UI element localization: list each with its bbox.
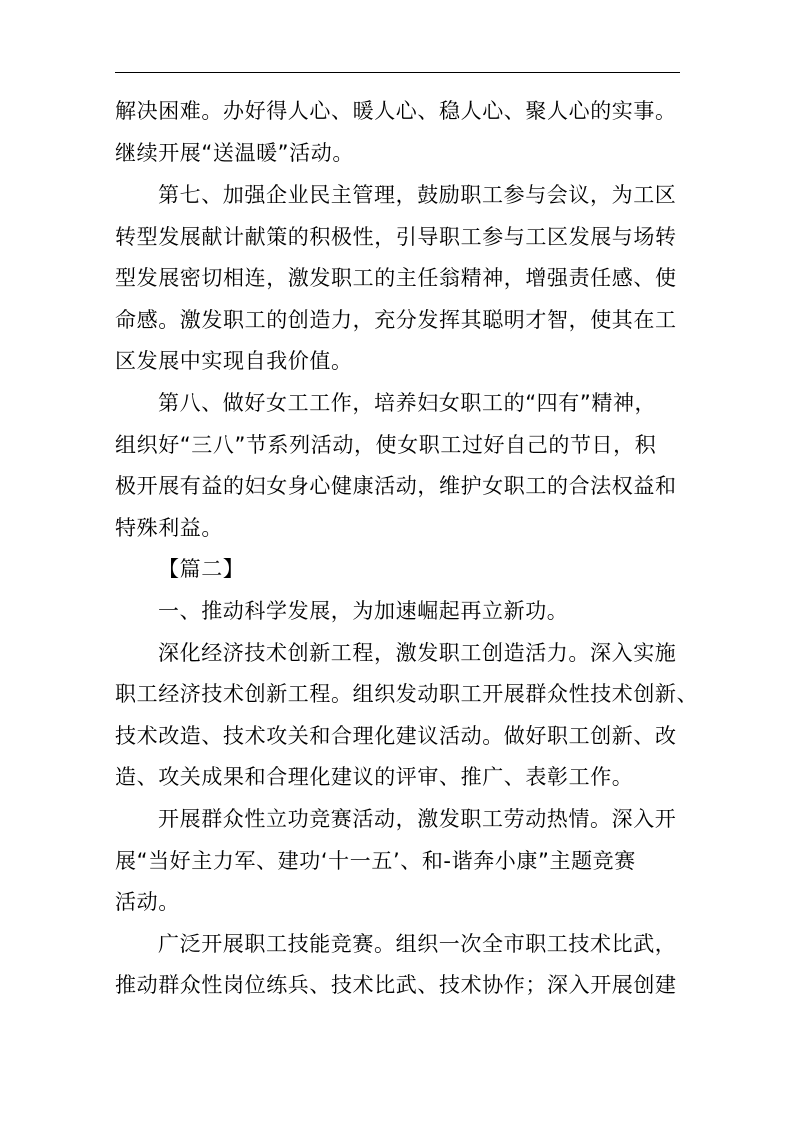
text-line: 展“当好主力军、建功‘十一五’、和-谐奔小康”主题竞赛 <box>115 849 636 873</box>
text-line: 开展群众性立功竞赛活动，激发职工劳动热情。深入开 <box>158 807 677 831</box>
text-line: 深化经济技术创新工程，激发职工创造活力。深入实施 <box>158 641 677 665</box>
text-line: 职工经济技术创新工程。组织发动职工开展群众性技术创新、 <box>115 682 699 706</box>
text-line: 转型发展献计献策的积极性，引导职工参与工区发展与场转 <box>115 225 677 249</box>
text-line: 第八、做好女工工作，培养妇女职工的“四有”精神， <box>158 391 657 415</box>
text-line: 极开展有益的妇女身心健康活动，维护女职工的合法权益和 <box>115 474 677 498</box>
text-line: 解决困难。办好得人心、暖人心、稳人心、聚人心的实事。 <box>115 99 677 123</box>
text-line: 第七、加强企业民主管理，鼓励职工参与会议，为工区 <box>158 183 677 207</box>
header-rule <box>115 72 680 73</box>
text-line: 型发展密切相连，激发职工的主任翁精神，增强责任感、使 <box>115 266 677 290</box>
text-line: 特殊利益。 <box>115 516 223 540</box>
text-line: 技术改造、技术攻关和合理化建议活动。做好职工创新、改 <box>115 724 677 748</box>
text-line: 推动群众性岗位练兵、技术比武、技术协作；深入开展创建 <box>115 973 677 997</box>
text-line: 区发展中实现自我价值。 <box>115 349 353 373</box>
text-line: 一、推动科学发展，为加速崛起再立新功。 <box>158 599 569 623</box>
text-line: 命感。激发职工的创造力，充分发挥其聪明才智，使其在工 <box>115 308 677 332</box>
text-line: 活动。 <box>115 890 180 914</box>
section-heading: 【篇二】 <box>158 557 245 581</box>
text-line: 继续开展“送温暖”活动。 <box>115 141 354 165</box>
text-line: 造、攻关成果和合理化建议的评审、推广、表彰工作。 <box>115 765 634 789</box>
text-line: 广泛开展职工技能竞赛。组织一次全市职工技术比武， <box>158 932 677 956</box>
text-line: 组织好“三八”节系列活动，使女职工过好自己的节日，积 <box>115 433 657 457</box>
